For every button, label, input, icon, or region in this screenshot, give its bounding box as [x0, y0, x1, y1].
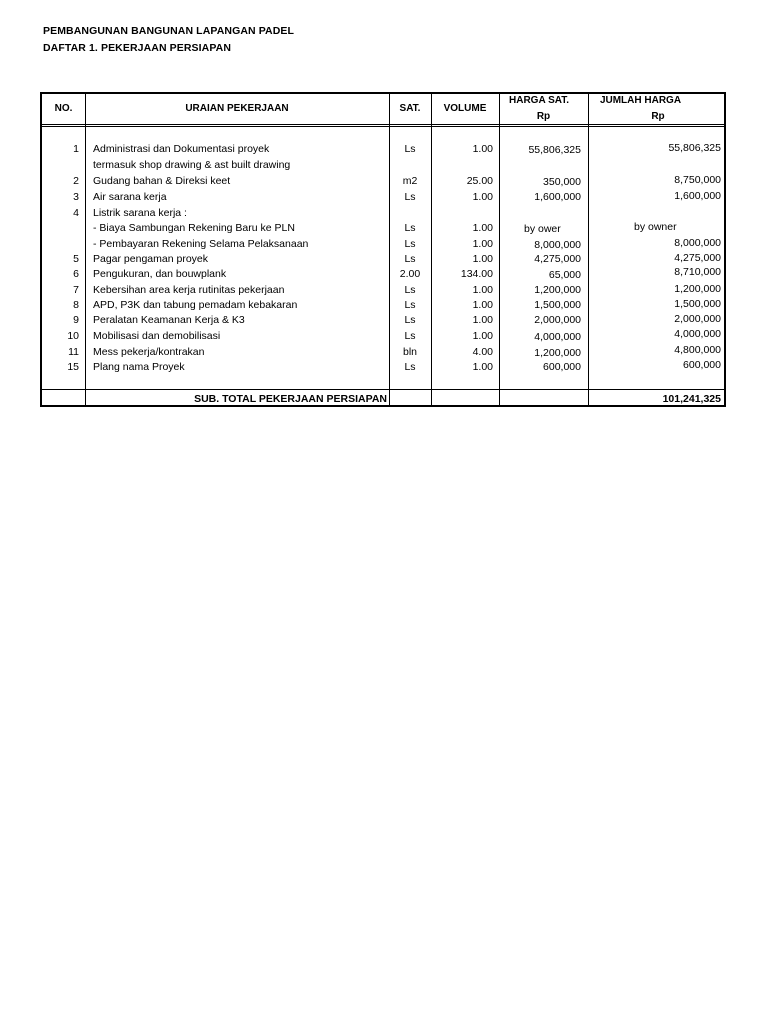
row-volume: 134.00 [460, 268, 493, 280]
row-no: 3 [73, 191, 79, 203]
col-divider [85, 94, 86, 405]
row-harga: 600,000 [543, 361, 581, 373]
row-jumlah: 8,000,000 [674, 237, 721, 249]
row-harga: 2,000,000 [534, 314, 581, 326]
row-uraian: termasuk shop drawing & ast built drawing [93, 159, 291, 171]
col-header-volume: VOLUME [443, 103, 487, 114]
row-jumlah: 2,000,000 [674, 313, 721, 325]
row-sat: Ls [404, 330, 416, 342]
row-harga: 55,806,325 [528, 144, 581, 156]
row-sat: Ls [404, 222, 416, 234]
row-uraian: Mess pekerja/kontrakan [93, 346, 205, 358]
row-no: 2 [73, 175, 79, 187]
row-jumlah: 8,750,000 [674, 174, 721, 186]
row-harga: 1,200,000 [534, 347, 581, 359]
row-volume: 1.00 [472, 284, 493, 296]
row-no: 5 [73, 253, 79, 265]
col-header-uraian: URAIAN PEKERJAAN [185, 103, 289, 114]
row-sat: Ls [404, 284, 416, 296]
row-jumlah: 4,275,000 [674, 252, 721, 264]
row-sat: 2.00 [399, 268, 421, 280]
row-harga: 1,200,000 [534, 284, 581, 296]
row-no: 9 [73, 314, 79, 326]
row-jumlah: 1,600,000 [674, 190, 721, 202]
row-sat: Ls [404, 238, 416, 250]
row-jumlah: 1,500,000 [674, 298, 721, 310]
row-jumlah: 4,000,000 [674, 328, 721, 340]
row-jumlah: 4,800,000 [674, 344, 721, 356]
row-uraian: Pengukuran, dan bouwplank [93, 268, 227, 280]
row-sat: Ls [404, 191, 416, 203]
row-jumlah: 8,710,000 [674, 266, 721, 278]
row-sat: Ls [404, 143, 416, 155]
row-jumlah: 600,000 [683, 359, 721, 371]
subtotal-value: 101,241,325 [662, 393, 721, 405]
row-uraian: Administrasi dan Dokumentasi proyek [93, 143, 270, 155]
row-sat: m2 [402, 175, 418, 187]
row-harga: 4,275,000 [534, 253, 581, 265]
row-harga: 65,000 [548, 269, 581, 281]
row-uraian: - Biaya Sambungan Rekening Baru ke PLN [93, 222, 295, 234]
col-header-harga-sat: HARGA SAT. [509, 95, 569, 106]
row-uraian: Air sarana kerja [93, 191, 167, 203]
row-no: 8 [73, 299, 79, 311]
row-uraian: Pagar pengaman proyek [93, 253, 208, 265]
row-uraian: Kebersihan area kerja rutinitas pekerjaan [93, 284, 285, 296]
row-uraian: Peralatan Keamanan Kerja & K3 [93, 314, 245, 326]
row-no: 11 [68, 346, 79, 358]
row-uraian: - Pembayaran Rekening Selama Pelaksanaan [93, 238, 309, 250]
row-volume: 1.00 [472, 238, 493, 250]
row-uraian: Listrik sarana kerja : [93, 207, 187, 219]
document-title: PEMBANGUNAN BANGUNAN LAPANGAN PADEL [43, 25, 295, 37]
row-harga: 350,000 [543, 176, 581, 188]
row-volume: 1.00 [472, 314, 493, 326]
row-no: 1 [73, 143, 79, 155]
row-volume: 4.00 [472, 346, 493, 358]
col-header-no: NO. [54, 103, 73, 114]
row-volume: 1.00 [472, 143, 493, 155]
row-harga: 1,600,000 [534, 191, 581, 203]
row-no: 10 [67, 330, 79, 342]
row-harga: 4,000,000 [534, 331, 581, 343]
row-jumlah: 55,806,325 [668, 142, 721, 154]
row-sat: Ls [404, 361, 416, 373]
subtotal-label: SUB. TOTAL PEKERJAAN PERSIAPAN [194, 393, 387, 405]
row-no: 4 [73, 207, 79, 219]
cost-table [40, 92, 726, 407]
row-sat: Ls [404, 314, 416, 326]
row-volume: 1.00 [472, 361, 493, 373]
header-divider [42, 124, 724, 125]
row-uraian: Mobilisasi dan demobilisasi [93, 330, 221, 342]
row-volume: 25.00 [466, 175, 493, 187]
row-sat: bln [402, 346, 417, 358]
row-sat: Ls [404, 299, 416, 311]
header-divider [42, 126, 724, 127]
col-header-sat: SAT. [399, 103, 421, 114]
row-harga: 8,000,000 [534, 239, 581, 251]
row-volume: 1.00 [472, 191, 493, 203]
row-volume: 1.00 [472, 330, 493, 342]
row-harga: by ower [524, 223, 561, 235]
row-no: 15 [67, 361, 79, 373]
row-harga: 1,500,000 [534, 299, 581, 311]
col-header-jumlah-unit: Rp [651, 111, 665, 122]
row-volume: 1.00 [472, 299, 493, 311]
col-header-harga-sat-unit: Rp [536, 111, 551, 122]
row-uraian: APD, P3K dan tabung pemadam kebakaran [93, 299, 298, 311]
row-jumlah: by owner [634, 221, 677, 233]
row-uraian: Plang nama Proyek [93, 361, 185, 373]
document-subtitle: DAFTAR 1. PEKERJAAN PERSIAPAN [43, 42, 232, 54]
row-volume: 1.00 [472, 253, 493, 265]
row-no: 7 [73, 284, 79, 296]
row-jumlah: 1,200,000 [674, 283, 721, 295]
subtotal-divider [42, 389, 724, 390]
row-sat: Ls [404, 253, 416, 265]
row-uraian: Gudang bahan & Direksi keet [93, 175, 231, 187]
col-header-jumlah: JUMLAH HARGA [599, 95, 682, 106]
row-no: 6 [73, 268, 79, 280]
row-volume: 1.00 [472, 222, 493, 234]
